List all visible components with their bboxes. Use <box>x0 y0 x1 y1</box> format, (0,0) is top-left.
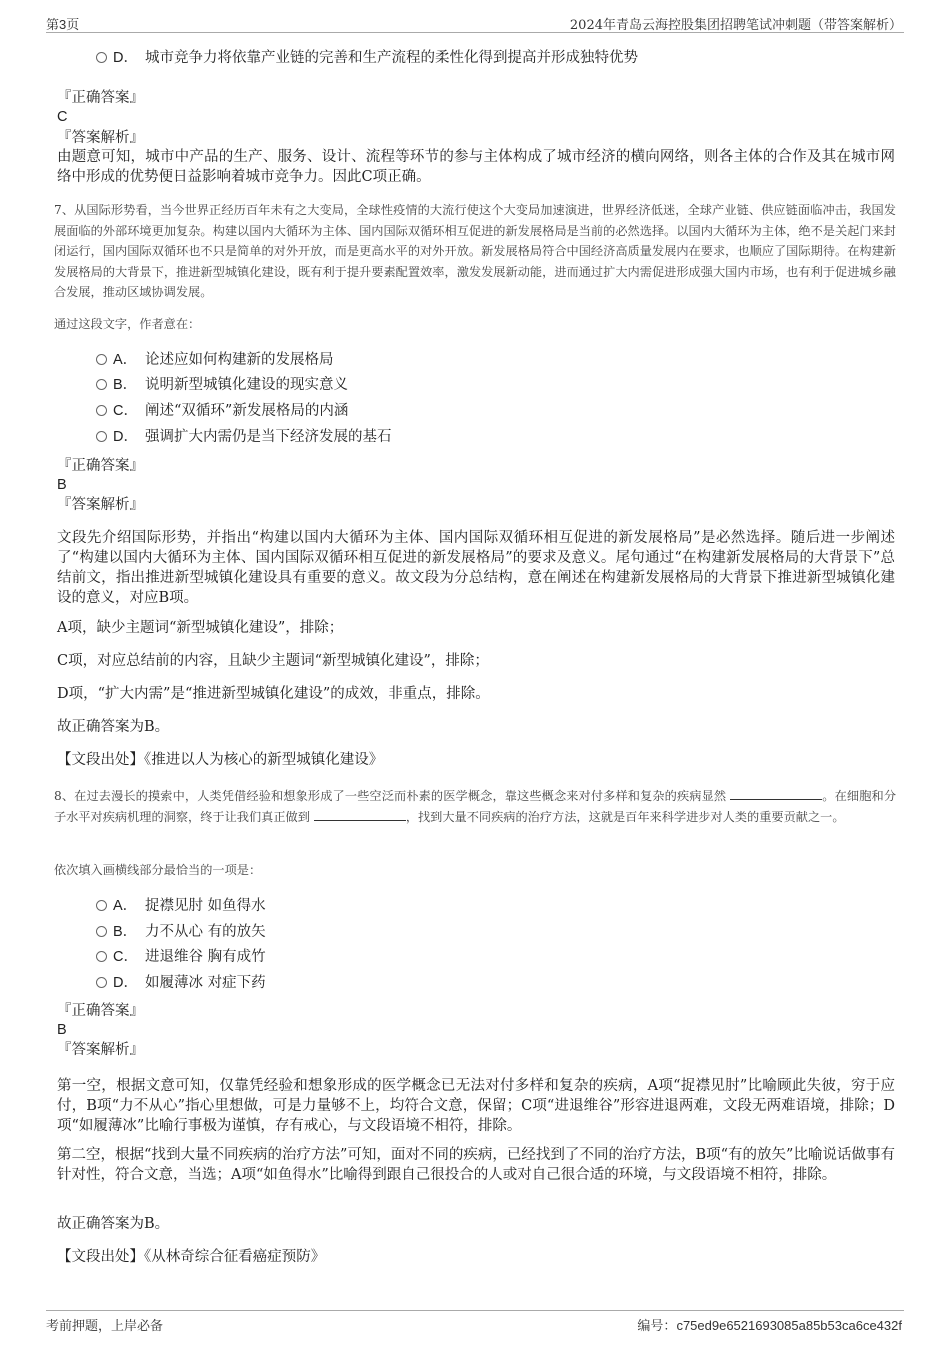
q8-answer: B <box>57 1022 67 1038</box>
blank-line-1 <box>730 787 822 800</box>
q8-option-d[interactable]: D． 如履薄冰 对症下药 <box>96 973 266 993</box>
radio-icon[interactable] <box>96 900 107 911</box>
q8-analysis-blank2: 第二空，根据“找到大量不同疾病的治疗方法”可知，面对不同的疾病，已经找到了不同的治疗方法，B项“有的放矢”比喻说话做事有针对性，符合文意，当选；A项“如鱼得水”比喻得到跟自己很投合的人或对自己很合适的环境，与文段语境不相符，排除。 <box>57 1147 895 1183</box>
radio-icon[interactable] <box>96 379 107 390</box>
q7-option-c[interactable]: C． 阐述“双循环”新发展格局的内涵 <box>96 401 348 421</box>
radio-icon[interactable] <box>96 977 107 988</box>
q8-answer-label: 『正确答案』 <box>57 1003 144 1019</box>
q8-question-text: 8、在过去漫长的摸索中，人类凭借经验和想象形成了一些空泛而朴素的医学概念，靠这些概念来对付多样和复杂的疾病显然 。在细胞和分子水平对疾病机理的洞察，终于让我们真正做到 ，找到大量不同疾病的治疗方法，这就是百年来科学进步对人类的重要贡献之一。 <box>54 789 897 824</box>
q8-option-c[interactable]: C． 进退维谷 胸有成竹 <box>96 947 266 967</box>
q8-conclusion: 故正确答案为B。 <box>57 1216 170 1232</box>
footer-code: 编号：c75ed9e6521693085a85b53ca6ce432f <box>637 1318 902 1334</box>
q7-source: 【文段出处】《推进以人为核心的新型城镇化建设》 <box>57 752 384 768</box>
q6-analysis: 由题意可知，城市中产品的生产、服务、设计、流程等环节的参与主体构成了城市经济的横向网络，则各主体的合作及其在城市网络中形成的优势便日益影响着城市竞争力。因此C项正确。 <box>57 149 895 185</box>
q7-option-a[interactable]: A． 论述应如何构建新的发展格局 <box>96 350 334 370</box>
q8-prompt: 依次填入画横线部分最恰当的一项是： <box>54 863 262 877</box>
q7-prompt: 通过这段文字，作者意在： <box>54 317 201 331</box>
q7-answer: B <box>57 477 67 493</box>
page-header <box>46 12 904 33</box>
radio-icon[interactable] <box>96 52 107 63</box>
q8-source: 【文段出处】《从林奇综合征看癌症预防》 <box>57 1249 326 1265</box>
radio-icon[interactable] <box>96 951 107 962</box>
q7-conclusion: 故正确答案为B。 <box>57 719 170 735</box>
page-footer <box>46 1310 904 1333</box>
q8-option-a[interactable]: A． 捉襟见肘 如鱼得水 <box>96 896 266 916</box>
q8-option-b[interactable]: B． 力不从心 有的放矢 <box>96 922 266 942</box>
radio-icon[interactable] <box>96 431 107 442</box>
q8-analysis-label: 『答案解析』 <box>57 1042 144 1058</box>
radio-icon[interactable] <box>96 926 107 937</box>
q7-answer-label: 『正确答案』 <box>57 458 144 474</box>
q7-analysis-main: 文段先介绍国际形势，并指出“构建以国内大循环为主体、国内国际双循环相互促进的新发展格局”是必然选择。随后进一步阐述了“构建以国内大循环为主体、国内国际双循环相互促进的新发展格局”的要求及意义。尾句通过“在构建新发展格局的大背景下”总结前文，指出推进新型城镇化建设具有重要的意义。故文段为分总结构，意在阐述在构建新发展格局的大背景下推进新型城镇化建设的意义，对应B项。 <box>57 530 895 606</box>
q6-analysis-label: 『答案解析』 <box>57 130 144 146</box>
radio-icon[interactable] <box>96 354 107 365</box>
q7-analysis-label: 『答案解析』 <box>57 497 144 513</box>
document-title: 2024年青岛云海控股集团招聘笔试冲刺题（带答案解析） <box>569 18 902 33</box>
q6-option-d[interactable]: D． 城市竞争力将依靠产业链的完善和生产流程的柔性化得到提高并形成独特优势 <box>96 48 638 68</box>
footer-slogan: 考前押题，上岸必备 <box>46 1319 164 1334</box>
q7-analysis-c: C项，对应总结前的内容，且缺少主题词“新型城镇化建设”，排除； <box>57 653 489 669</box>
q7-option-b[interactable]: B． 说明新型城镇化建设的现实意义 <box>96 375 348 395</box>
q7-analysis-d: D项，“扩大内需”是“推进新型城镇化建设”的成效，非重点，排除。 <box>57 686 490 702</box>
q8-analysis-blank1: 第一空，根据文意可知，仅靠凭经验和想象形成的医学概念已无法对付多样和复杂的疾病，A项“捉襟见肘”比喻顾此失彼，穷于应付，B项“力不从心”指心里想做，可是力量够不上，均符合文意，保留；C项“进退维谷”形容进退两难，文段无两难语境，排除；D项“如履薄冰”比喻行事极为谨慎，存有戒心，与文段语境不相符，排除。 <box>57 1078 895 1134</box>
q7-analysis-a: A项，缺少主题词“新型城镇化建设”，排除； <box>57 620 344 636</box>
q7-question-text: 7、从国际形势看，当今世界正经历百年未有之大变局，全球性疫情的大流行使这个大变局加速演进，世界经济低迷，全球产业链、供应链面临冲击，我国发展面临的外部环境更加复杂。构建以国内大循环为主体、国内国际双循环相互促进的新发展格局是当前的必然选择。以国内大循环为主体，绝不是关起门来封闭运行，国内国际双循环也不只是简单的对外开放，而是更高水平的对外开放。新发展格局符合中国经济高质量发展内在要求，也顺应了国际期待。在构建新发展格局的大背景下，推进新型城镇化建设，既有利于提升要素配置效率，激发发展新动能，进而通过扩大内需促进形成强大国内市场，也有利于促进城乡融合发展，推动区域协调发展。 <box>54 203 896 300</box>
q6-answer-label: 『正确答案』 <box>57 90 144 106</box>
q7-option-d[interactable]: D． 强调扩大内需仍是当下经济发展的基石 <box>96 427 392 447</box>
q6-answer: C <box>57 109 68 125</box>
radio-icon[interactable] <box>96 405 107 416</box>
page-number: 第3页 <box>46 17 80 32</box>
blank-line-2 <box>314 808 406 821</box>
